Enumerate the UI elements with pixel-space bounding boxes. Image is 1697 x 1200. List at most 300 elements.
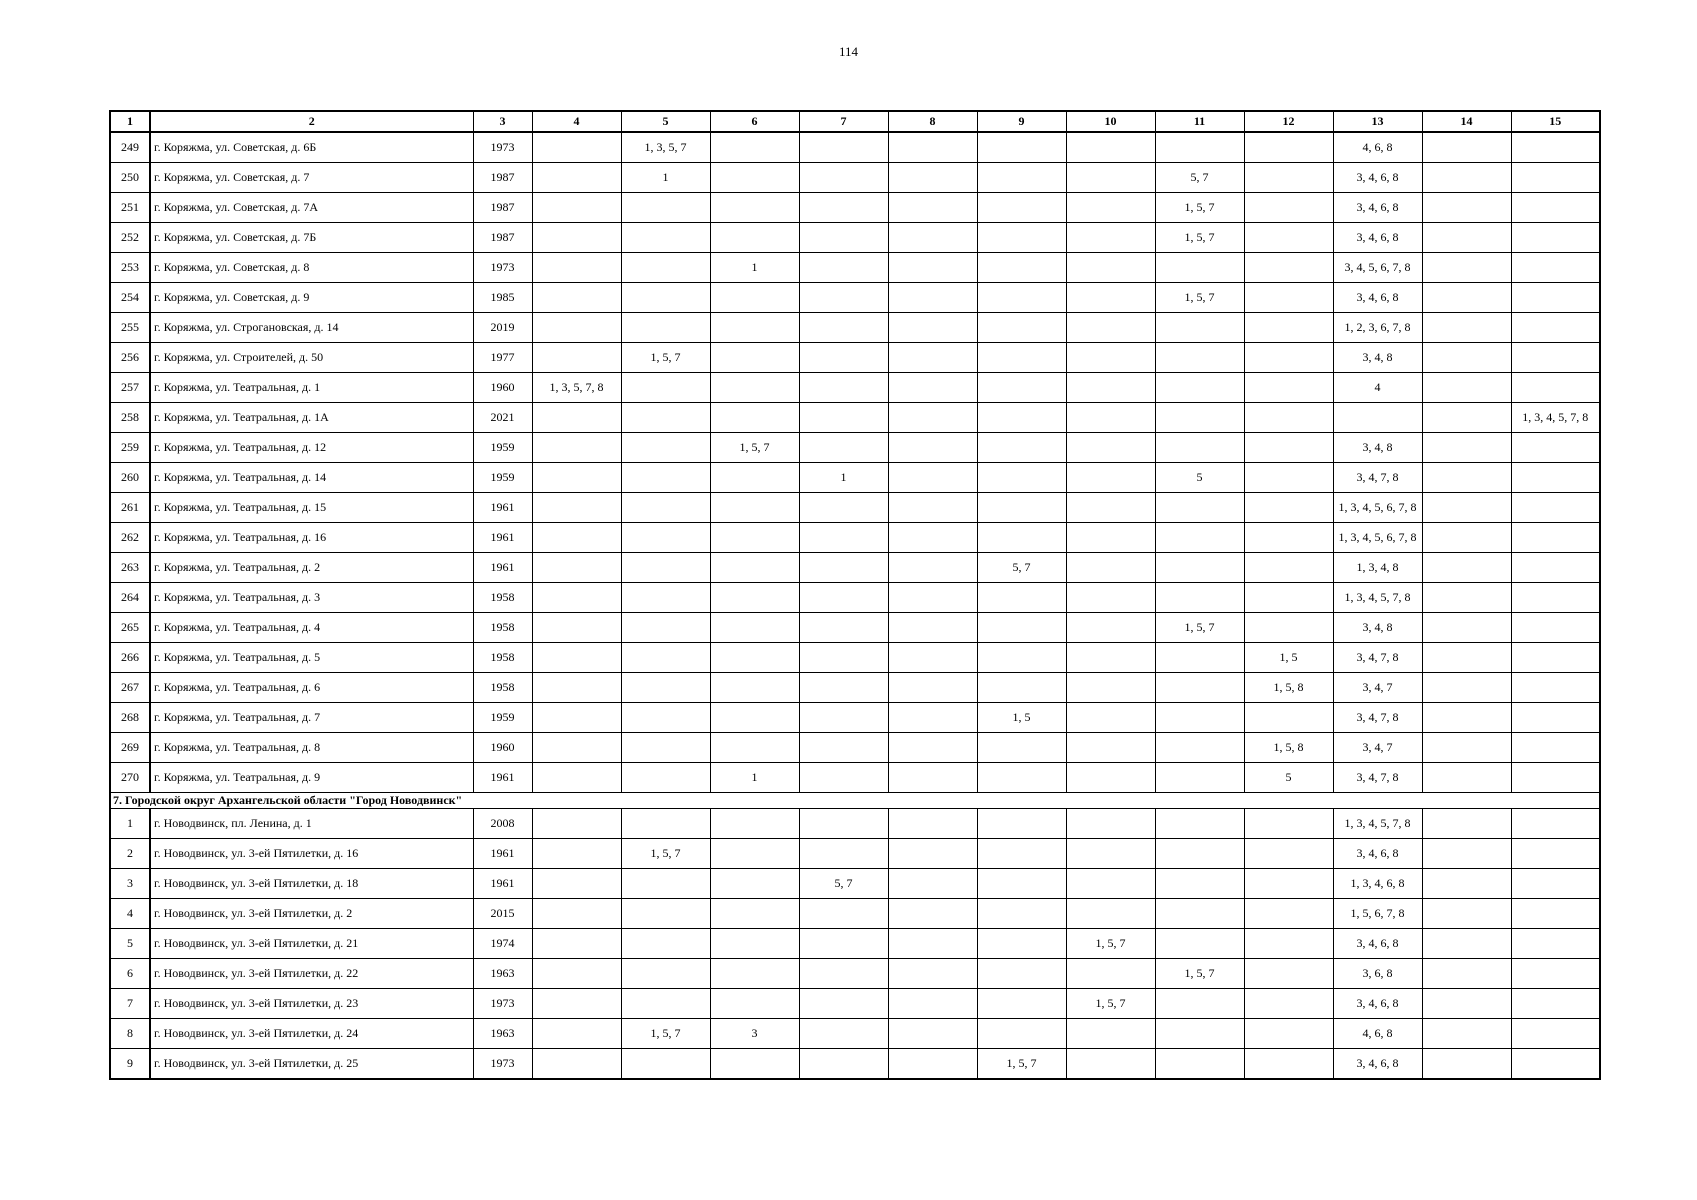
- col9-cell: [977, 899, 1066, 929]
- col12-cell: [1244, 703, 1333, 733]
- col8-cell: [888, 869, 977, 899]
- col14-cell: [1422, 373, 1511, 403]
- col15-cell: [1511, 163, 1600, 193]
- col12-cell: [1244, 223, 1333, 253]
- col8-cell: [888, 373, 977, 403]
- col15-cell: [1511, 1019, 1600, 1049]
- col5-cell: [621, 373, 710, 403]
- col11-cell: 1, 5, 7: [1155, 283, 1244, 313]
- row-number: 251: [110, 193, 150, 223]
- row-number: 9: [110, 1049, 150, 1080]
- col13-cell: 4, 6, 8: [1333, 132, 1422, 163]
- table-row: [110, 403, 1600, 433]
- col10-cell: [1066, 899, 1155, 929]
- col13-cell: 3, 4, 7, 8: [1333, 703, 1422, 733]
- col6-cell: [710, 373, 799, 403]
- col4-cell: [532, 809, 621, 839]
- column-header-7: 7: [799, 111, 888, 132]
- row-number: 3: [110, 869, 150, 899]
- row-number: 259: [110, 433, 150, 463]
- col8-cell: [888, 839, 977, 869]
- address-cell: г. Новодвинск, ул. 3-ей Пятилетки, д. 16: [150, 839, 473, 869]
- col9-cell: [977, 193, 1066, 223]
- col9-cell: [977, 343, 1066, 373]
- col12-cell: [1244, 403, 1333, 433]
- col9-cell: [977, 523, 1066, 553]
- col10-cell: [1066, 343, 1155, 373]
- col8-cell: [888, 553, 977, 583]
- col4-cell: [532, 313, 621, 343]
- col10-cell: [1066, 583, 1155, 613]
- col4-cell: [532, 1019, 621, 1049]
- col5-cell: [621, 313, 710, 343]
- address-cell: г. Коряжма, ул. Театральная, д. 8: [150, 733, 473, 763]
- col10-cell: [1066, 223, 1155, 253]
- col11-cell: [1155, 1019, 1244, 1049]
- col7-cell: [799, 809, 888, 839]
- col15-cell: [1511, 253, 1600, 283]
- row-number: 269: [110, 733, 150, 763]
- col4-cell: [532, 583, 621, 613]
- col10-cell: [1066, 553, 1155, 583]
- col9-cell: [977, 733, 1066, 763]
- col6-cell: [710, 313, 799, 343]
- col14-cell: [1422, 283, 1511, 313]
- col7-cell: [799, 403, 888, 433]
- col12-cell: [1244, 163, 1333, 193]
- col6-cell: [710, 523, 799, 553]
- col9-cell: [977, 313, 1066, 343]
- row-number: 268: [110, 703, 150, 733]
- col15-cell: [1511, 463, 1600, 493]
- col10-cell: [1066, 193, 1155, 223]
- col15-cell: [1511, 839, 1600, 869]
- col15-cell: [1511, 223, 1600, 253]
- col4-cell: [532, 869, 621, 899]
- col12-cell: [1244, 193, 1333, 223]
- col6-cell: [710, 929, 799, 959]
- col8-cell: [888, 132, 977, 163]
- col7-cell: [799, 493, 888, 523]
- col7-cell: [799, 929, 888, 959]
- address-cell: г. Коряжма, ул. Театральная, д. 3: [150, 583, 473, 613]
- row-number: 6: [110, 959, 150, 989]
- col5-cell: [621, 899, 710, 929]
- year-cell: 1985: [473, 283, 532, 313]
- col5-cell: 1, 5, 7: [621, 343, 710, 373]
- col7-cell: [799, 373, 888, 403]
- row-number: 4: [110, 899, 150, 929]
- col15-cell: [1511, 733, 1600, 763]
- col8-cell: [888, 929, 977, 959]
- col4-cell: [532, 193, 621, 223]
- col9-cell: [977, 163, 1066, 193]
- col7-cell: [799, 283, 888, 313]
- col6-cell: 1: [710, 253, 799, 283]
- col7-cell: [799, 733, 888, 763]
- col9-cell: [977, 869, 1066, 899]
- col7-cell: [799, 132, 888, 163]
- col6-cell: [710, 869, 799, 899]
- col6-cell: [710, 959, 799, 989]
- col13-cell: 3, 4, 6, 8: [1333, 223, 1422, 253]
- col14-cell: [1422, 163, 1511, 193]
- col15-cell: [1511, 763, 1600, 793]
- col7-cell: [799, 839, 888, 869]
- col8-cell: [888, 703, 977, 733]
- col13-cell: 1, 3, 4, 5, 6, 7, 8: [1333, 493, 1422, 523]
- col8-cell: [888, 493, 977, 523]
- col6-cell: [710, 643, 799, 673]
- address-cell: г. Новодвинск, ул. 3-ей Пятилетки, д. 25: [150, 1049, 473, 1080]
- col12-cell: 1, 5: [1244, 643, 1333, 673]
- col14-cell: [1422, 763, 1511, 793]
- col8-cell: [888, 899, 977, 929]
- col5-cell: [621, 583, 710, 613]
- col7-cell: [799, 343, 888, 373]
- col15-cell: [1511, 313, 1600, 343]
- col14-cell: [1422, 809, 1511, 839]
- col5-cell: [621, 403, 710, 433]
- col10-cell: [1066, 869, 1155, 899]
- col11-cell: [1155, 313, 1244, 343]
- row-number: 256: [110, 343, 150, 373]
- col11-cell: [1155, 733, 1244, 763]
- address-cell: г. Новодвинск, ул. 3-ей Пятилетки, д. 24: [150, 1019, 473, 1049]
- col11-cell: [1155, 523, 1244, 553]
- col11-cell: [1155, 1049, 1244, 1080]
- col4-cell: [532, 343, 621, 373]
- year-cell: 2015: [473, 899, 532, 929]
- table-row: [110, 959, 1600, 989]
- col12-cell: [1244, 132, 1333, 163]
- year-cell: 1973: [473, 989, 532, 1019]
- col4-cell: [532, 283, 621, 313]
- col10-cell: [1066, 959, 1155, 989]
- col10-cell: [1066, 433, 1155, 463]
- col10-cell: [1066, 1019, 1155, 1049]
- col9-cell: [977, 763, 1066, 793]
- col13-cell: 4: [1333, 373, 1422, 403]
- col13-cell: 4, 6, 8: [1333, 1019, 1422, 1049]
- col12-cell: [1244, 869, 1333, 899]
- col14-cell: [1422, 839, 1511, 869]
- col10-cell: [1066, 373, 1155, 403]
- row-number: 250: [110, 163, 150, 193]
- year-cell: 1973: [473, 253, 532, 283]
- col14-cell: [1422, 959, 1511, 989]
- col5-cell: 1, 5, 7: [621, 1019, 710, 1049]
- table-row: [110, 613, 1600, 643]
- col7-cell: [799, 163, 888, 193]
- year-cell: 1958: [473, 643, 532, 673]
- year-cell: 2021: [473, 403, 532, 433]
- col4-cell: [532, 523, 621, 553]
- row-number: 2: [110, 839, 150, 869]
- col5-cell: [621, 193, 710, 223]
- col8-cell: [888, 463, 977, 493]
- table-row: [110, 433, 1600, 463]
- row-number: 266: [110, 643, 150, 673]
- year-cell: 1973: [473, 132, 532, 163]
- table-row: [110, 132, 1600, 163]
- col4-cell: [532, 163, 621, 193]
- col11-cell: [1155, 899, 1244, 929]
- col4-cell: [532, 223, 621, 253]
- col4-cell: [532, 253, 621, 283]
- col4-cell: [532, 553, 621, 583]
- col13-cell: 3, 4, 6, 8: [1333, 989, 1422, 1019]
- col10-cell: [1066, 253, 1155, 283]
- column-header-1: 1: [110, 111, 150, 132]
- address-cell: г. Коряжма, ул. Советская, д. 7: [150, 163, 473, 193]
- col4-cell: [532, 959, 621, 989]
- col9-cell: [977, 583, 1066, 613]
- col5-cell: [621, 959, 710, 989]
- col13-cell: 1, 3, 4, 5, 7, 8: [1333, 809, 1422, 839]
- col12-cell: [1244, 1049, 1333, 1080]
- col9-cell: [977, 673, 1066, 703]
- column-header-2: 2: [150, 111, 473, 132]
- col13-cell: 3, 4, 7: [1333, 673, 1422, 703]
- col6-cell: [710, 553, 799, 583]
- col13-cell: 1, 3, 4, 5, 6, 7, 8: [1333, 523, 1422, 553]
- col11-cell: 5: [1155, 463, 1244, 493]
- col10-cell: [1066, 733, 1155, 763]
- col4-cell: [532, 403, 621, 433]
- year-cell: 2008: [473, 809, 532, 839]
- col15-cell: [1511, 613, 1600, 643]
- col10-cell: [1066, 523, 1155, 553]
- col5-cell: [621, 929, 710, 959]
- year-cell: 1963: [473, 959, 532, 989]
- col13-cell: 3, 4, 8: [1333, 343, 1422, 373]
- col4-cell: [532, 989, 621, 1019]
- year-cell: 1963: [473, 1019, 532, 1049]
- col5-cell: [621, 763, 710, 793]
- year-cell: 1973: [473, 1049, 532, 1080]
- col5-cell: [621, 869, 710, 899]
- table-row: [110, 553, 1600, 583]
- table-row: [110, 929, 1600, 959]
- col12-cell: [1244, 373, 1333, 403]
- col12-cell: [1244, 899, 1333, 929]
- col8-cell: [888, 643, 977, 673]
- col9-cell: 1, 5, 7: [977, 1049, 1066, 1080]
- col10-cell: [1066, 403, 1155, 433]
- col5-cell: [621, 733, 710, 763]
- column-header-4: 4: [532, 111, 621, 132]
- col10-cell: [1066, 493, 1155, 523]
- address-cell: г. Коряжма, ул. Театральная, д. 9: [150, 763, 473, 793]
- col15-cell: [1511, 553, 1600, 583]
- col14-cell: [1422, 553, 1511, 583]
- col9-cell: 5, 7: [977, 553, 1066, 583]
- section-row: [110, 793, 1600, 809]
- col15-cell: [1511, 283, 1600, 313]
- col6-cell: [710, 193, 799, 223]
- col13-cell: 3, 4, 6, 8: [1333, 193, 1422, 223]
- col15-cell: [1511, 1049, 1600, 1080]
- col10-cell: 1, 5, 7: [1066, 989, 1155, 1019]
- table-row: [110, 899, 1600, 929]
- col15-cell: [1511, 869, 1600, 899]
- col11-cell: [1155, 403, 1244, 433]
- section-title: 7. Городской округ Архангельской области "Город Новодвинск": [110, 793, 1600, 809]
- table-row: [110, 839, 1600, 869]
- col8-cell: [888, 989, 977, 1019]
- row-number: 260: [110, 463, 150, 493]
- row-number: 267: [110, 673, 150, 703]
- col12-cell: [1244, 253, 1333, 283]
- col7-cell: [799, 613, 888, 643]
- col14-cell: [1422, 583, 1511, 613]
- col6-cell: [710, 583, 799, 613]
- col10-cell: [1066, 703, 1155, 733]
- col5-cell: [621, 989, 710, 1019]
- col6-cell: [710, 1049, 799, 1080]
- col11-cell: [1155, 373, 1244, 403]
- col15-cell: 1, 3, 4, 5, 7, 8: [1511, 403, 1600, 433]
- col8-cell: [888, 403, 977, 433]
- col11-cell: [1155, 583, 1244, 613]
- col6-cell: [710, 733, 799, 763]
- col6-cell: [710, 809, 799, 839]
- table-row: [110, 193, 1600, 223]
- header-row: [110, 111, 1600, 132]
- row-number: 257: [110, 373, 150, 403]
- col8-cell: [888, 1019, 977, 1049]
- col10-cell: [1066, 463, 1155, 493]
- col10-cell: [1066, 763, 1155, 793]
- table-row: [110, 989, 1600, 1019]
- col14-cell: [1422, 733, 1511, 763]
- col11-cell: 5, 7: [1155, 163, 1244, 193]
- address-cell: г. Коряжма, ул. Театральная, д. 2: [150, 553, 473, 583]
- col6-cell: [710, 493, 799, 523]
- column-header-14: 14: [1422, 111, 1511, 132]
- col10-cell: [1066, 839, 1155, 869]
- col6-cell: [710, 613, 799, 643]
- table-body: [110, 132, 1600, 1079]
- table-row: [110, 643, 1600, 673]
- col7-cell: [799, 899, 888, 929]
- col10-cell: [1066, 643, 1155, 673]
- col6-cell: [710, 839, 799, 869]
- row-number: 258: [110, 403, 150, 433]
- col14-cell: [1422, 132, 1511, 163]
- col15-cell: [1511, 433, 1600, 463]
- address-cell: г. Новодвинск, ул. 3-ей Пятилетки, д. 21: [150, 929, 473, 959]
- table-row: [110, 673, 1600, 703]
- col14-cell: [1422, 929, 1511, 959]
- col14-cell: [1422, 193, 1511, 223]
- col7-cell: [799, 763, 888, 793]
- col8-cell: [888, 283, 977, 313]
- col12-cell: [1244, 929, 1333, 959]
- address-cell: г. Коряжма, ул. Советская, д. 9: [150, 283, 473, 313]
- col13-cell: 3, 4, 7, 8: [1333, 763, 1422, 793]
- col8-cell: [888, 1049, 977, 1080]
- address-cell: г. Коряжма, ул. Советская, д. 7А: [150, 193, 473, 223]
- col13-cell: 1, 5, 6, 7, 8: [1333, 899, 1422, 929]
- col14-cell: [1422, 313, 1511, 343]
- row-number: 249: [110, 132, 150, 163]
- year-cell: 1961: [473, 493, 532, 523]
- col5-cell: [621, 283, 710, 313]
- col15-cell: [1511, 809, 1600, 839]
- col4-cell: [532, 763, 621, 793]
- address-cell: г. Коряжма, ул. Театральная, д. 1А: [150, 403, 473, 433]
- address-cell: г. Коряжма, ул. Театральная, д. 14: [150, 463, 473, 493]
- col6-cell: [710, 343, 799, 373]
- column-header-10: 10: [1066, 111, 1155, 132]
- col11-cell: [1155, 643, 1244, 673]
- col4-cell: [532, 733, 621, 763]
- col4-cell: [532, 132, 621, 163]
- col5-cell: [621, 493, 710, 523]
- col13-cell: 1, 3, 4, 6, 8: [1333, 869, 1422, 899]
- address-cell: г. Коряжма, ул. Строгановская, д. 14: [150, 313, 473, 343]
- col14-cell: [1422, 253, 1511, 283]
- row-number: 255: [110, 313, 150, 343]
- col6-cell: [710, 132, 799, 163]
- col12-cell: [1244, 809, 1333, 839]
- col12-cell: [1244, 1019, 1333, 1049]
- col5-cell: [621, 223, 710, 253]
- col14-cell: [1422, 673, 1511, 703]
- col8-cell: [888, 193, 977, 223]
- col15-cell: [1511, 193, 1600, 223]
- col10-cell: [1066, 613, 1155, 643]
- row-number: 1: [110, 809, 150, 839]
- col7-cell: [799, 523, 888, 553]
- col12-cell: 1, 5, 8: [1244, 673, 1333, 703]
- col6-cell: [710, 989, 799, 1019]
- col12-cell: [1244, 433, 1333, 463]
- column-header-5: 5: [621, 111, 710, 132]
- table-row: [110, 223, 1600, 253]
- col8-cell: [888, 763, 977, 793]
- col12-cell: [1244, 553, 1333, 583]
- table-row: [110, 1049, 1600, 1080]
- col5-cell: [621, 643, 710, 673]
- year-cell: 1959: [473, 433, 532, 463]
- col8-cell: [888, 523, 977, 553]
- col8-cell: [888, 613, 977, 643]
- col4-cell: [532, 899, 621, 929]
- col14-cell: [1422, 613, 1511, 643]
- col11-cell: [1155, 253, 1244, 283]
- year-cell: 1977: [473, 343, 532, 373]
- row-number: 261: [110, 493, 150, 523]
- address-cell: г. Коряжма, ул. Театральная, д. 7: [150, 703, 473, 733]
- row-number: 265: [110, 613, 150, 643]
- year-cell: 2019: [473, 313, 532, 343]
- column-header-9: 9: [977, 111, 1066, 132]
- table-row: [110, 703, 1600, 733]
- col15-cell: [1511, 523, 1600, 553]
- col4-cell: [532, 613, 621, 643]
- column-header-6: 6: [710, 111, 799, 132]
- col4-cell: [532, 463, 621, 493]
- year-cell: 1987: [473, 193, 532, 223]
- col4-cell: [532, 839, 621, 869]
- col11-cell: [1155, 809, 1244, 839]
- col11-cell: [1155, 493, 1244, 523]
- col15-cell: [1511, 929, 1600, 959]
- col11-cell: [1155, 839, 1244, 869]
